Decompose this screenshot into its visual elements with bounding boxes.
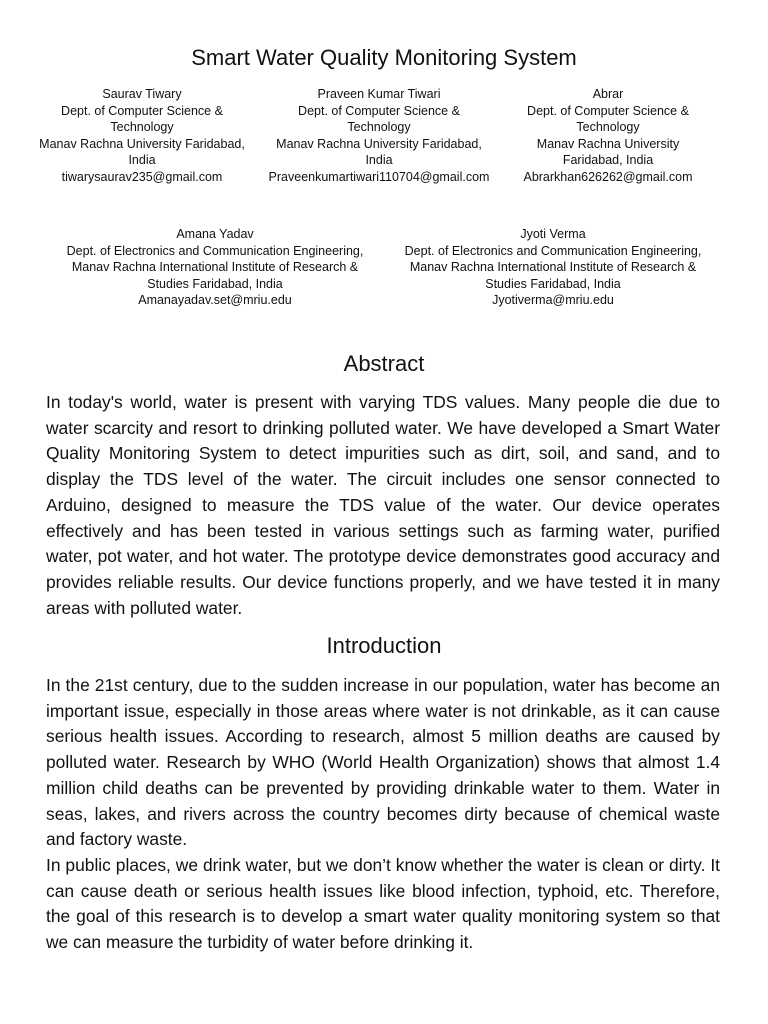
author-institution: Manav Rachna University	[536, 136, 680, 151]
author-dept: Technology	[110, 120, 174, 134]
author-name: Saurav Tiwary	[102, 87, 182, 101]
author-institution: India	[365, 153, 393, 167]
author-institution: Manav Rachna University Faridabad,	[39, 136, 245, 151]
author-dept: Dept. of Electronics and Communication Engineering,	[404, 243, 702, 258]
author-institution: Manav Rachna University Faridabad,	[276, 136, 482, 151]
author-block-3	[506, 86, 710, 185]
introduction-body	[46, 673, 720, 956]
author-block-2	[258, 86, 500, 185]
author-institution: Faridabad, India	[562, 153, 654, 167]
author-email: Jyotiverma@mriu.edu	[492, 293, 614, 307]
introduction-paragraph: In public places, we drink water, but we don’t know whether the water is clean or dirty. It can cause death or serious health issues like blood infection, typhoid, etc. Therefore, the goal of this research is to develop a smart water quality monitoring system so that we can measure the turbidity of water before drinking it.	[46, 854, 720, 953]
author-block-5	[388, 226, 718, 309]
author-institution: Manav Rachna International Institute of Research &	[409, 260, 697, 274]
author-dept: Dept. of Computer Science &	[61, 103, 223, 118]
author-institution: Studies Faridabad, India	[147, 276, 283, 291]
author-institution: Manav Rachna International Institute of Research &	[71, 260, 359, 274]
author-name: Praveen Kumar Tiwari	[317, 87, 441, 101]
author-dept: Technology	[576, 120, 640, 134]
author-dept: Dept. of Computer Science &	[298, 103, 460, 118]
author-name: Jyoti Verma	[520, 227, 586, 241]
author-institution: India	[128, 153, 156, 167]
author-dept: Dept. of Electronics and Communication Engineering,	[66, 243, 364, 258]
author-email: Abrarkhan626262@gmail.com	[523, 169, 693, 184]
author-name: Abrar	[592, 87, 624, 101]
author-name: Amana Yadav	[176, 227, 254, 241]
abstract-paragraph: In today's world, water is present with varying TDS values. Many people die due to water scarcity and resort to drinking polluted water. We have developed a Smart Water Quality Monitoring System to detect impurities such as dirt, soil, and sand, and to display the TDS level of the water. The circuit includes one sensor connected to Arduino, designed to measure the TDS value of the water. Our device operates effectively and has been tested in various settings such as farming water, purified water, pot water, and hot water. The prototype device demonstrates good accuracy and provides reliable results. Our device functions properly, and we have tested it in many areas with polluted water.	[46, 392, 720, 618]
author-email: tiwarysaurav235@gmail.com	[61, 169, 223, 184]
introduction-paragraph: In the 21st century, due to the sudden increase in our population, water has become an important issue, especially in those areas where water is not drinkable, as it can cause serious health issues. According to research, almost 5 million deaths are caused by polluted water. Research by WHO (World Health Organization) shows that almost 1.4 million child deaths can be prevented by providing drinkable water to them. Water in seas, lakes, and rivers across the country becomes dirty because of chemical waste and factory waste.	[46, 675, 720, 850]
author-dept: Dept. of Computer Science &	[527, 103, 689, 118]
introduction-heading: Introduction	[326, 633, 442, 658]
author-email: Praveenkumartiwari110704@gmail.com	[268, 169, 490, 184]
author-dept: Technology	[347, 120, 411, 134]
abstract-body	[46, 390, 720, 621]
author-block-1	[30, 86, 254, 185]
author-email: Amanayadav.set@mriu.edu	[138, 293, 292, 307]
abstract-heading: Abstract	[343, 351, 425, 376]
author-institution: Studies Faridabad, India	[485, 276, 621, 291]
author-block-4	[50, 226, 380, 309]
paper-title: Smart Water Quality Monitoring System	[191, 45, 577, 70]
